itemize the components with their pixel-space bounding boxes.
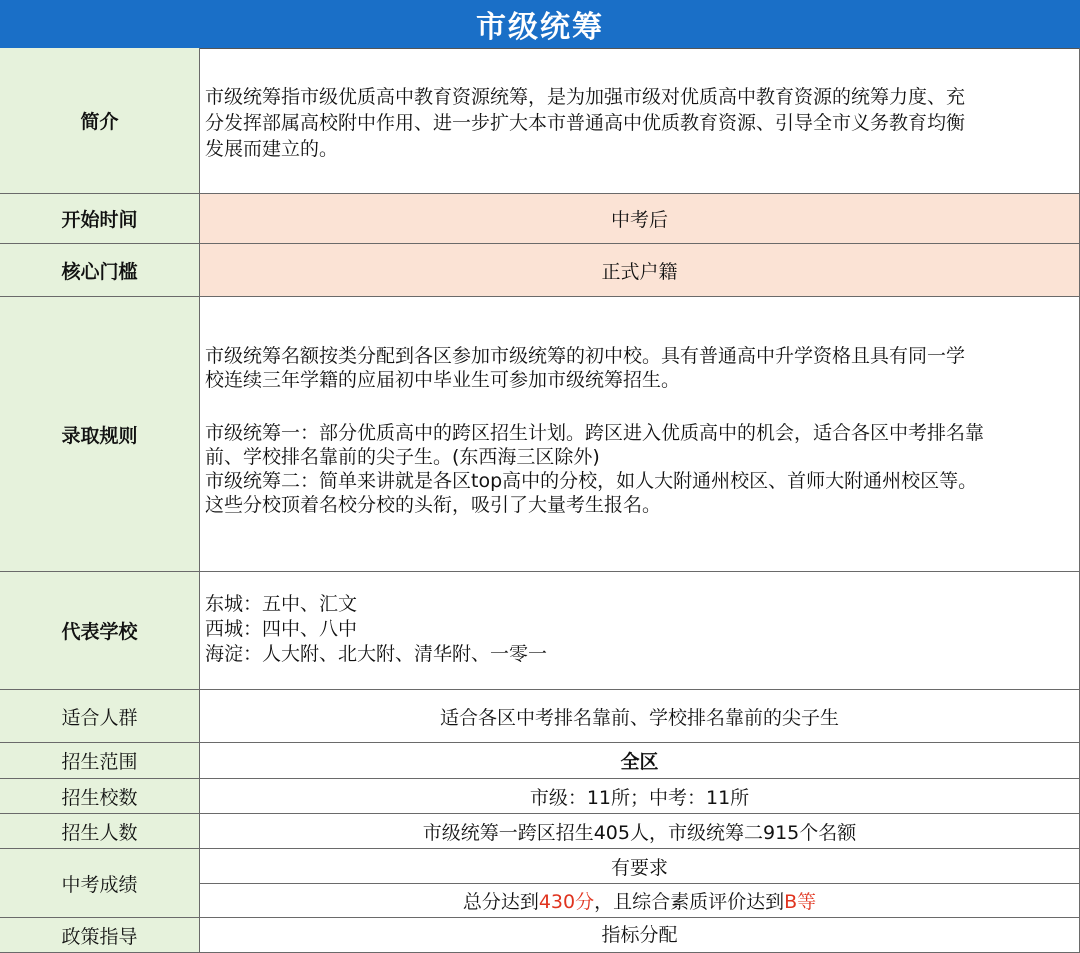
row-school-count xyxy=(0,779,1080,814)
start-time-value: 中考后 xyxy=(200,194,1080,244)
label-policy-guide: 政策指导 xyxy=(0,918,200,953)
school-count-value: 市级：11所；中考：11所 xyxy=(200,779,1080,814)
row-policy-guide xyxy=(0,918,1080,953)
exam-score-grade: B等 xyxy=(784,891,817,913)
row-representative-schools xyxy=(0,572,1080,690)
label-enrollment-scope: 招生范围 xyxy=(0,743,200,779)
row-exam-score xyxy=(0,849,1080,918)
row-enrollment-scope xyxy=(0,743,1080,779)
label-admission-rules: 录取规则 xyxy=(0,297,200,572)
intro-text: 市级统筹指市级优质高中教育资源统筹，是为加强市级对优质高中教育资源的统筹力度、充 分发挥部属高校附中作用、进一步扩大本市普通高中优质教育资源、引导全市义务教育均衡 发展而建立的。 xyxy=(205,86,966,160)
representative-schools-text: 东城：五中、汇文 西城：四中、八中 海淀：人大附、北大附、清华附、一零一 xyxy=(205,593,548,665)
label-core-threshold: 核心门槛 xyxy=(0,244,200,297)
policy-guide-value: 指标分配 xyxy=(200,918,1080,953)
enrollment-scope-value: 全区 xyxy=(200,743,1080,779)
label-start-time: 开始时间 xyxy=(0,194,200,244)
row-suitable-group xyxy=(0,690,1080,743)
row-admission-rules xyxy=(0,297,1080,572)
row-core-threshold xyxy=(0,244,1080,297)
table-title: 市级统筹 xyxy=(0,0,1080,49)
representative-schools-cell xyxy=(200,572,1080,690)
label-enrollment-count: 招生人数 xyxy=(0,814,200,849)
exam-score-detail xyxy=(200,884,1080,918)
intro-cell xyxy=(200,48,1080,194)
enrollment-count-value: 市级统筹一跨区招生405人，市级统筹二915个名额 xyxy=(200,814,1080,849)
row-start-time xyxy=(0,194,1080,244)
label-representative-schools: 代表学校 xyxy=(0,572,200,690)
label-school-count: 招生校数 xyxy=(0,779,200,814)
exam-score-total: 430分 xyxy=(538,891,595,913)
admission-rules-paragraph-1: 市级统筹名额按类分配到各区参加市级统筹的初中校。具有普通高中升学资格且具有同一学 校连续三年学籍的应届初中毕业生可参加市级统筹招生。 xyxy=(205,345,966,391)
label-intro: 简介 xyxy=(0,48,200,194)
label-exam-score: 中考成绩 xyxy=(0,849,200,918)
suitable-group-value: 适合各区中考排名靠前、学校排名靠前的尖子生 xyxy=(200,690,1080,743)
admission-rules-paragraph-2: 市级统筹一：部分优质高中的跨区招生计划。跨区进入优质高中的机会，适合各区中考排名靠 前、学校排名靠前的尖子生。(东西海三区除外) 市级统筹二：简单来讲就是各区top高中的分校，如人大附通州校区、首师大附通州校区等。 这些分校顶着名校分校的头衔，吸引了大量考生报名。 xyxy=(205,422,985,516)
row-enrollment-count xyxy=(0,814,1080,849)
exam-score-requirement: 有要求 xyxy=(200,849,1080,884)
core-threshold-value: 正式户籍 xyxy=(200,244,1080,297)
row-intro xyxy=(0,48,1080,194)
exam-score-middle: ，且综合素质评价达到 xyxy=(594,891,785,913)
label-suitable-group: 适合人群 xyxy=(0,690,200,743)
admission-rules-cell xyxy=(200,297,1080,572)
exam-score-prefix: 总分达到 xyxy=(462,891,539,913)
